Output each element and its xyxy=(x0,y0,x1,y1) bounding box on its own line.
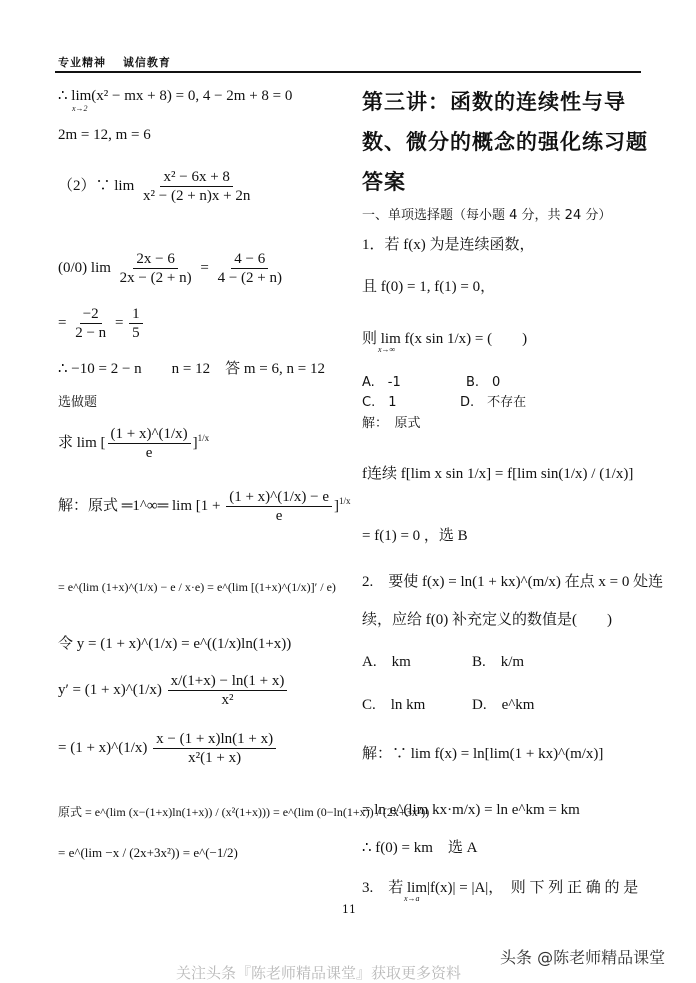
text: 求 lim xyxy=(58,434,97,451)
left-line-9: 解：原式 ═1^∞═ lim [1 + $\frac{(1 + x)\^{}(1/x) - e}{e}$ ]$^{1/x}$ xyxy=(58,489,351,524)
fraction xyxy=(117,250,195,287)
q3-limit-subscript: x→a xyxy=(404,894,420,903)
fraction xyxy=(226,488,332,525)
left-line-14: 原式 = e^(lim (x−(1+x)ln(1+x)) / (x²(1+x))) = e^(lim (0−ln(1+x)) / (2x+3x²)) xyxy=(58,805,430,819)
denominator: e xyxy=(275,508,283,524)
numerator: (1 + x)^(1/x) − e xyxy=(226,488,332,507)
left-line-1: ∴ lim(x² − mx + 8) = 0, 4 − 2m + 8 = 0 xyxy=(58,88,293,104)
denominator: 4 − (2 + n) xyxy=(217,270,282,286)
q2-option-a: A. km xyxy=(362,654,411,670)
q1-condition: 且 f(0) = 1, f(1) = 0， xyxy=(362,279,496,295)
numerator: 2x − 6 xyxy=(133,250,177,269)
denominator: x² xyxy=(221,692,234,708)
q1-option-d: D. 不存在 xyxy=(460,395,527,410)
text: y′ = (1 + x)^(1/x) xyxy=(58,681,162,698)
left-line-10: = e^(lim (1+x)^(1/x) − e / x·e) = e^(lim [(1+x)^(1/x)]′ / e) xyxy=(58,580,336,594)
q1-solution-step: f连续 f[lim x sin 1/x] = f[lim sin(1/x) / (1/x)] xyxy=(362,466,634,482)
numerator: −2 xyxy=(80,305,102,324)
q2-stem: 2. 要使 f(x) = ln(1 + kx)^(m/x) 在点 x = 0 处连 xyxy=(362,574,664,590)
denominator: 5 xyxy=(132,325,140,341)
q3-stem: 3. 若 lim|f(x)| = |A|， 则 下 列 正 确 的 是 xyxy=(362,880,639,896)
left-line-6: ∴ −10 = 2 − n n = 12 答 m = 6, n = 12 xyxy=(58,361,325,377)
fraction xyxy=(215,250,285,287)
left-line-15: = e^(lim −x / (2x+3x²)) = e^(−1/2) xyxy=(58,845,238,860)
lecture-title-line-2: 数、微分的概念的强化练习题 xyxy=(362,130,648,154)
denominator: x² − (2 + n)x + 2n xyxy=(143,188,251,204)
q1-solution-label: 解： 原式 xyxy=(362,416,421,431)
left-line-11: 令 y = (1 + x)^(1/x) = e^((1/x)ln(1+x)) xyxy=(58,636,292,652)
numerator: 1 xyxy=(129,305,143,324)
numerator: x/(1+x) − ln(1 + x) xyxy=(168,672,288,691)
denominator: x²(1 + x) xyxy=(188,750,242,766)
fraction xyxy=(129,305,143,342)
text: 1 + xyxy=(200,497,225,514)
text: （2）∵ lim xyxy=(58,177,135,194)
fraction xyxy=(108,425,191,462)
page-header: 专业精神 诚信教育 xyxy=(58,56,171,69)
q2-stem-cont: 续，应给 f(0) 补充定义的数值是( ) xyxy=(362,612,612,628)
numerator: x² − 6x + 8 xyxy=(160,168,232,187)
left-line-13 xyxy=(58,730,278,767)
left-line-8: 求 lim [ $\frac{(1 + x)\^{}(1/x)}{e}$ ]$^{1/x}$ xyxy=(58,426,210,461)
q1-option-c: C. 1 xyxy=(362,395,397,410)
q2-solution-result: ∴ f(0) = km 选 A xyxy=(362,840,478,856)
fraction xyxy=(72,305,109,342)
watermark-badge: 头条 @陈老师精品课堂 xyxy=(500,948,666,967)
section-heading: 一、单项选择题（每小题 4 分，共 24 分） xyxy=(362,208,612,223)
q2-option-c: C. ln km xyxy=(362,697,426,713)
text: (0/0) lim xyxy=(58,259,111,276)
q2-solution-step: = ln e^(lim kx·m/x) = ln e^km = km xyxy=(362,802,580,818)
left-line-3 xyxy=(58,168,255,205)
exponent: 1/x xyxy=(197,432,210,443)
left-line-7: 选做题 xyxy=(58,395,98,410)
numerator: (1 + x)^(1/x) xyxy=(108,425,191,444)
q1-option-b: B. 0 xyxy=(466,375,501,390)
text: = (1 + x)^(1/x) xyxy=(58,739,148,756)
denominator: 2x − (2 + n) xyxy=(119,270,192,286)
fraction xyxy=(153,730,276,767)
fraction xyxy=(140,168,253,205)
q2-solution: 解：∵ lim f(x) = ln[lim(1 + kx)^(m/x)] xyxy=(362,746,604,762)
denominator: e xyxy=(145,445,153,461)
left-line-12 xyxy=(58,672,289,709)
q2-option-d: D. e^km xyxy=(472,697,535,713)
left-line-4: (0/0) lim $\frac{2x - 6}{2x - (2 + n)}$ = $\frac{4 - 6}{4 - (2 + n)}$ xyxy=(58,250,287,287)
page-number: 11 xyxy=(342,903,356,916)
left-line-5: = $\frac{-2}{2 - n}$ = $\frac{1}{5}$ xyxy=(58,305,145,342)
q1-option-a: A. -1 xyxy=(362,375,401,390)
header-rule xyxy=(55,71,641,73)
numerator: x − (1 + x)ln(1 + x) xyxy=(153,730,276,749)
exponent: 1/x xyxy=(338,495,351,506)
lecture-title-line-3: 答案 xyxy=(362,170,406,194)
q1-stem: 1．若 f(x) 为是连续函数， xyxy=(362,237,535,253)
fraction xyxy=(168,672,288,709)
q1-limit-subscript: x→∞ xyxy=(378,345,396,354)
left-line-2: 2m = 12, m = 6 xyxy=(58,127,151,143)
watermark-footer: 关注头条『陈老师精品课堂』获取更多资料 xyxy=(176,964,462,982)
text: 解：原式 ═1^∞═ lim xyxy=(58,497,192,514)
left-line-1-limit-subscript: x→2 xyxy=(72,104,88,113)
lecture-title-line-1: 第三讲：函数的连续性与导 xyxy=(362,90,626,114)
q1-question: 则 lim f(x sin 1/x) = ( ) xyxy=(362,331,528,347)
q1-solution-result: = f(1) = 0 ，选 B xyxy=(362,528,468,544)
q2-option-b: B. k/m xyxy=(472,654,525,670)
denominator: 2 − n xyxy=(75,325,107,341)
numerator: 4 − 6 xyxy=(231,250,268,269)
